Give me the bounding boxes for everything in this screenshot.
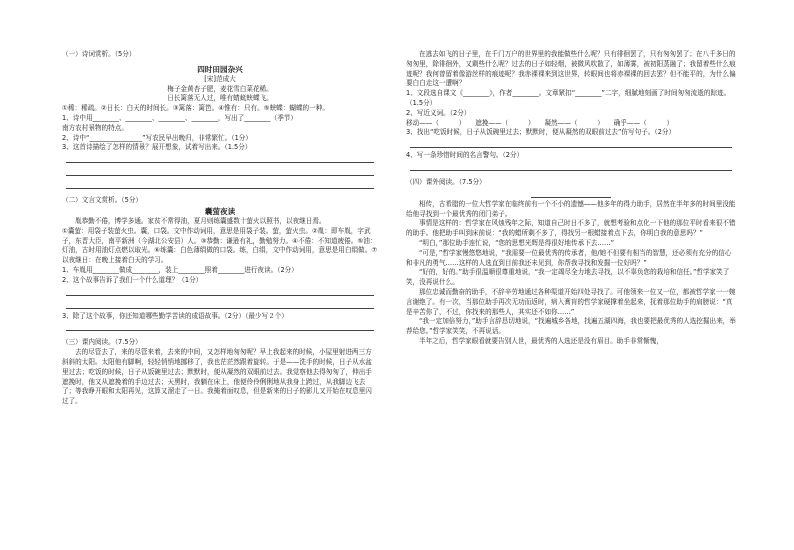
extra-paragraph-3: “明白，”那位助手连忙说，“您的思想光辉是得很好地传承下去……” xyxy=(419,238,614,247)
answer-line[interactable] xyxy=(66,179,374,189)
reading-q3: 3、找出“吃饭时候，日子从饭碗里过去；默默时，便从凝然的双眼前过去”仿写句子。（2分） xyxy=(406,128,676,137)
title-blank-line[interactable] xyxy=(531,188,611,198)
extra-paragraph-8: 半年之后，哲学家眼看就要告别人世，最优秀的人选还是没有眉目。助手非常惭愧， xyxy=(419,336,663,345)
reading-text: 去的尽管去了，来的尽管来着，去来的中间，又怎样地匆匆呢？早上我起来的时候，小屋里射进两三方斜斜的太阳。太阳他有脚啊，轻轻悄悄地挪移了，我也茫茫然跟着旋转。于是——洗手的时候，日子从水盆里过去；吃饭的时候，日子从饭碗里过去；默默时，便从凝然的双眼前过去。我觉察他去得匆匆了，伸出手遮挽时，他又从遮挽着的手边过去；天黑时，我躺在床上，他便伶伶俐俐地从我身上跨过，从我脚边飞去了；等我睁开眼和太阳再见，这算又溜走了一日。我掩着面叹息，但是新来的日子的影儿又开始在叹息里闪过了。 xyxy=(62,348,372,406)
reading-q1: 1、文段选自课文《________》，作者________。文章紧扣“________”二字，细腻地刻画了时间匆匆流逝的踪迹。（1.5分） xyxy=(406,89,731,107)
poem-notes: ①稀：稀疏。②日长：白天的时间长。③篱落：篱笆。④惟有：只有。⑤蛱蝶：蝴蝶的一种。 xyxy=(62,104,329,113)
classical-notes: ①囊萤：用袋子装萤火虫。囊，口袋。文中作动词用，意思是用袋子装。萤，萤火虫。②胤：即车胤，字武子，东晋大臣，南平新洲（今湖北公安县）人。③恭勤：谦逊有礼，勤勉努力。④不倦：不知道疲倦。⑤油：灯油，古时用油灯点燃以取光。⑥练囊：白色薄绢做的口袋。练，白绢，文中作动词用，意思是用白绢做。⑦以夜继日：在晚上接着白天的学习。 xyxy=(62,226,378,265)
reading-text-cont: 在逃去如飞的日子里，在千门万户的世界里的我能做些什么呢？只有徘徊罢了，只有匆匆罢了；在八千多日的匆匆里，除徘徊外，又剩些什么呢？过去的日子如轻烟，被微风吹散了，如薄雾，被初阳蒸融了；我留着些什么痕迹呢？我何曾留着像游丝样的痕迹呢？我赤裸裸来到这世界，转眼间也将赤裸裸的回去罢？但不能平的，为什么偏要白白走这一遭啊？ xyxy=(406,50,736,88)
classical-title: 囊萤夜读 xyxy=(204,206,236,216)
extra-paragraph-7: “我一定加倍努力，”助手言辞恳切地说，“找遍城乡各地，找遍五湖四海，我也要把最优秀的人选挖掘出来，举荐给您。”哲学家笑笑，不再说话。 xyxy=(406,317,736,336)
extra-paragraph-1: 相传，古希腊的一位大哲学家在临终前有一个不小的遗憾——他多年的得力助手，居然在半年多的时间里没能给他寻找到一个最优秀的闭门弟子。 xyxy=(406,199,736,218)
classical-heading: （二）文言文赏析。（5分） xyxy=(62,196,143,205)
extra-paragraph-6: 那位忠诚而勤奋的助手，不辞辛劳地通过各种渠道开始四处寻找了。可他领来一位又一位，都被哲学家一一婉言谢绝了。有一次，当那位助手再次无功而返时，病入膏肓的哲学家硬撑着坐起来，抚着那位助手的肩膀说：“真是辛苦你了，不过，你找来的那些人，其实还不如你……” xyxy=(406,287,736,316)
answer-line[interactable] xyxy=(66,153,374,163)
poetry-heading: （一）诗词赏析。（5分） xyxy=(62,50,136,58)
left-column xyxy=(62,0,378,407)
extra-paragraph-2: 事情是这样的：哲学家在风烛残年之际，知道自己时日不多了，就想考验和点化一下他的那位平时看来很不错的助手。他把助手叫到床前说：“我的蜡所剩不多了，得找另一根蜡接着点下去，你明白我的意思吗？” xyxy=(406,219,736,238)
classical-q3: 3、除了这个故事，你还知道哪些勤学苦读的成语故事。（2分）（最少写２个） xyxy=(62,311,288,320)
answer-line[interactable] xyxy=(66,286,374,296)
poetry-q2: 2、诗中“________________”写农民早出晚归，非常繁忙。（1分） xyxy=(62,133,252,142)
answer-line[interactable] xyxy=(410,161,732,171)
poetry-q1-cont: 南方农村景物的特点。 xyxy=(62,123,128,132)
reading-q4: 4、写一条珍惜时间的名言警句。（2分） xyxy=(406,151,524,160)
poem-title: 四时田园杂兴 xyxy=(197,64,243,74)
poetry-q1: 1、诗中用________、________、________、________，写出了________（季节） xyxy=(62,113,297,122)
reading-q2: 2、写近义词。（2分） xyxy=(406,108,471,117)
reading-heading: （三）课内阅读。（7.5分） xyxy=(62,338,142,347)
poem-author: [宋]范成大 xyxy=(204,74,236,83)
answer-line[interactable] xyxy=(66,166,374,176)
answer-line[interactable] xyxy=(66,299,374,309)
extra-paragraph-4: “可是，”哲学家慢悠悠地说，“我需要一位最优秀的传承者，他/她不但要有相当的智慧，还必须有充分的信心和非凡的勇气……这样的人选直到目前我还未见到，你帮我寻找和发掘一位好吗？” xyxy=(406,248,732,267)
reading-q2-items: 移动——（ ） 遮挽——（ ） 凝然——（ ） 确乎——（ ） xyxy=(406,118,674,127)
poem-line-2: 日长篱落无人过，唯有蜻蜓蛱蝶飞。 xyxy=(167,94,273,103)
answer-line[interactable] xyxy=(410,138,732,148)
extra-heading: （四）课外阅读。（7.5分） xyxy=(406,177,486,186)
answer-line[interactable] xyxy=(66,321,374,331)
poetry-q3: 3、这首诗描绘了怎样的情景？展开想象，试着写出来。（1.5分） xyxy=(62,143,252,152)
classical-q1: 1、车胤用________做成________，装上________照着________进行夜读。（2分） xyxy=(62,265,298,274)
poem-line-1: 梅子金黄杏子肥，麦花雪白菜花稀。 xyxy=(167,84,273,93)
extra-paragraph-5: “好的，好的。”助手很温顺很尊重地说，“我一定竭尽全力地去寻找，以不辜负您的栽培和信任。”哲学家笑了笑，没再说什么。 xyxy=(406,268,730,287)
right-column xyxy=(406,0,736,347)
classical-text: 胤恭勤不倦，博学多通。家贫不常得油，夏月则练囊盛数十萤火以照书，以夜继日焉。 xyxy=(75,216,326,225)
classical-q2: 2、这个故事告诉了我们一个什么道理？（1分） xyxy=(62,275,203,284)
